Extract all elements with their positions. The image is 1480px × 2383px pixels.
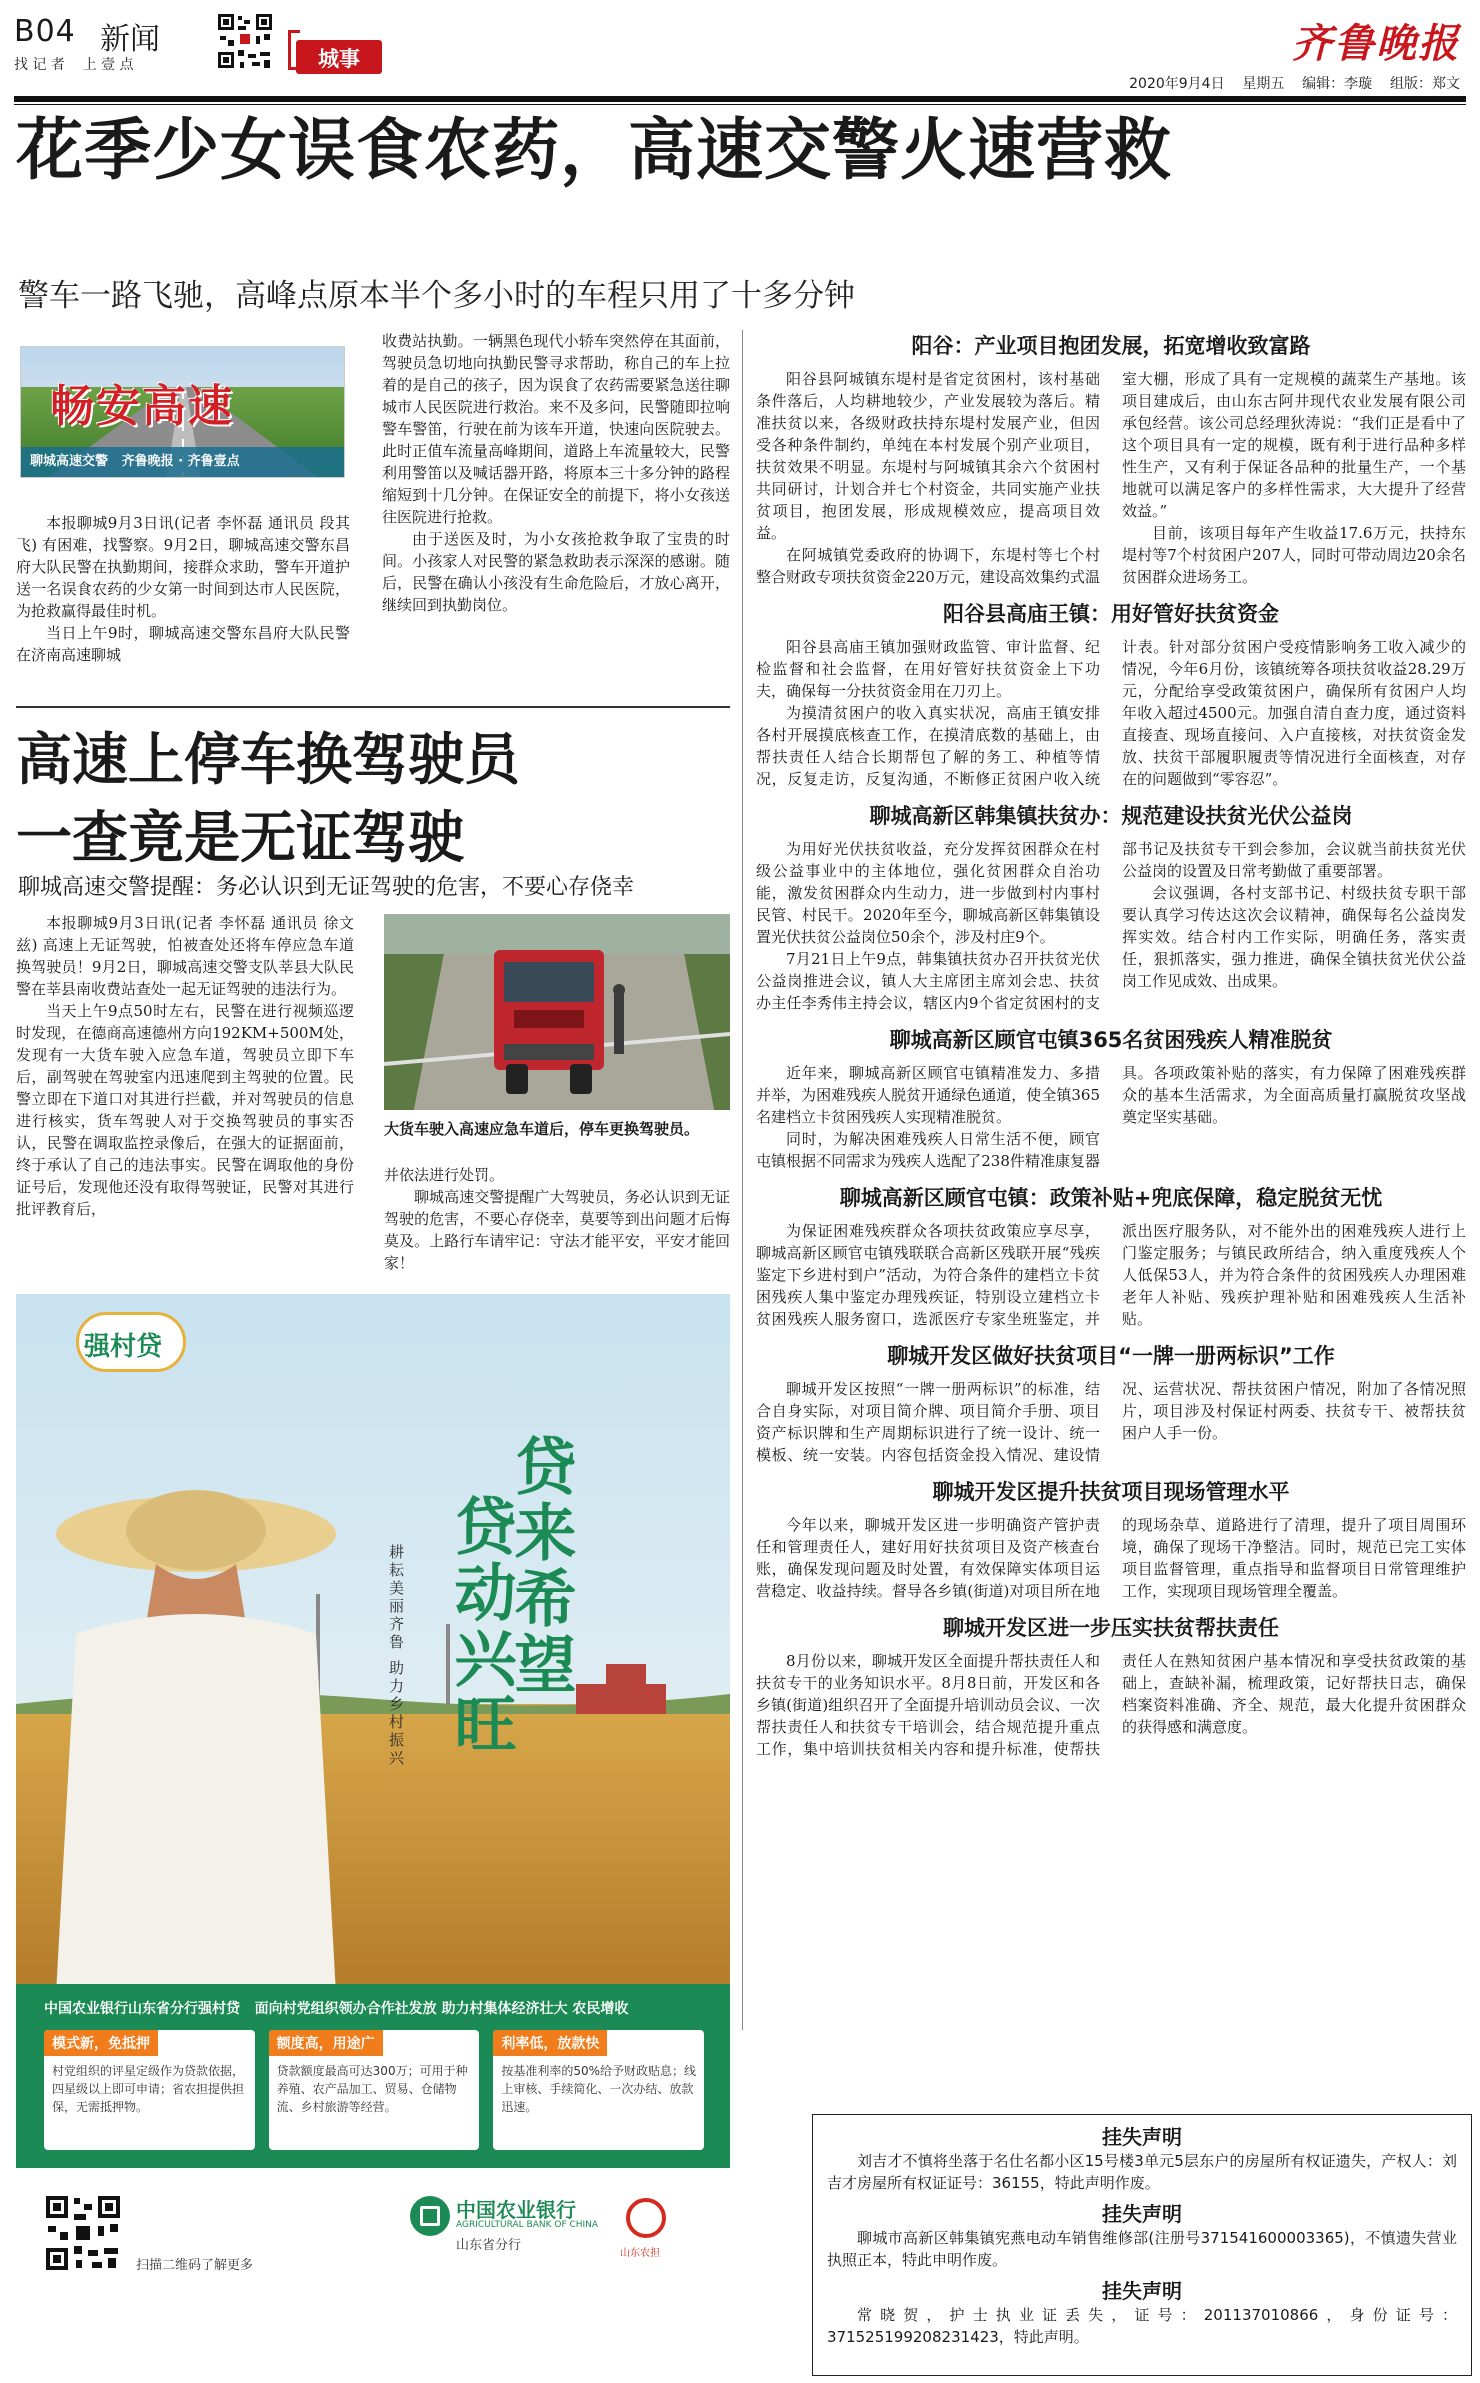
ad-qr-code[interactable] [44, 2194, 122, 2272]
right-section [756, 598, 1466, 790]
notice-title: 挂失声明 [1102, 2202, 1182, 2226]
ad-panel[interactable] [16, 1294, 730, 2366]
right-section-para: 目前，该项目每年产生收益17.6万元，扶持东堤村等7个村贫困户207人，同时可带动周边20余名贫困群众进场务工。 [1122, 524, 1466, 586]
right-section-title: 聊城开发区进一步压实扶贫帮扶责任 [943, 1616, 1279, 1640]
right-section-para: 今年以来，聊城开发区进一步明确资产管护责任和管理责任人，建好用好扶贫项目及资产核查台账，确保发现问题及时处置，有效保障实体项目运营稳定、收益持续。督导各乡镇(街道)对项目所在地的现场杂草、道路进行了清理，提升了项目周围环境，确保了现场干净整洁。同时，规范已完工实体项目监督管理，重点指导和监督项目日常管理维护工作，实现项目现场管理全覆盖。 [756, 1516, 1466, 1600]
right-section-body [756, 368, 1466, 588]
story1-para: 由于送医及时，为小女孩抢救争取了宝贵的时间。小孩家人对民警的紧急救助表示深深的感谢。随后，民警在确认小孩没有生命危险后，才放心离开，继续回到执勤岗位。 [382, 530, 730, 614]
right-section-body [756, 636, 1466, 790]
story2-para: 聊城高速交警提醒广大驾驶员，务必认识到无证驾驶的危害，不要心存侥幸，莫要等到出问题才后悔莫及。上路行车请牢记：守法才能平安，平安才能回家！ [384, 1188, 730, 1272]
notice [827, 2121, 1457, 2194]
ad-feature-title: 利率低，放款快 [493, 2030, 607, 2056]
ad-bank-name-en: AGRICULTURAL BANK OF CHINA [456, 2220, 599, 2230]
right-section-para: 近年来，聊城高新区顾官屯镇精准发力、多措并举，为困难残疾人脱贫开通绿色通道，使全镇365名建档立卡贫困残疾人实现精准脱贫。 [756, 1064, 1100, 1126]
masthead-qr-code[interactable] [216, 12, 274, 70]
story1-para: 当日上午9时，聊城高速交警东昌府大队民警在济南高速聊城 [16, 624, 350, 664]
qr-code-icon [44, 2194, 122, 2272]
story1-logo-title: 畅安高速 [50, 381, 234, 432]
section-name: 新闻 [100, 22, 160, 57]
right-section-body [756, 1062, 1466, 1172]
right-section [756, 1182, 1466, 1330]
ad-vertical-text: 耕耘美丽齐鲁 助力乡村振兴 [387, 1544, 405, 1768]
notice-text: 刘吉才不慎将坐落于名仕名都小区15号楼3单元5层东户的房屋所有权证遗失，产权人：刘吉才房屋所有权证证号：36155，特此声明作废。 [827, 2152, 1457, 2192]
ad-feature-card [493, 2030, 704, 2150]
right-section [756, 1612, 1466, 1760]
ad-brand: 强村贷 [84, 1332, 163, 1362]
story2-body-col1 [16, 912, 354, 1220]
right-section [756, 1024, 1466, 1172]
right-section-title: 阳谷：产业项目抱团发展，拓宽增收致富路 [911, 334, 1311, 358]
ad-qr-caption: 扫描二维码了解更多 [136, 2258, 254, 2273]
story2-headline-line1: 高速上停车换驾驶员 [16, 728, 520, 793]
story1-body-col1 [16, 512, 350, 666]
ad-bank-branch: 山东省分行 [456, 2238, 522, 2253]
right-section-title: 阳谷县高庙王镇：用好管好扶贫资金 [943, 602, 1279, 626]
story2-body-col2 [384, 1164, 730, 1274]
ad-feature-card [44, 2030, 255, 2150]
right-section-para: 会议强调，各村支部书记、村级扶贫专职干部要认真学习传达这次会议精神，确保每名公益岗发挥实效。结合村内工作实际，明确任务，落实责任，狠抓落实，强力推进，确保全镇扶贫光伏公益岗工作见成效、出成果。 [1122, 884, 1466, 990]
right-column [756, 330, 1466, 1770]
story1-headline: 花季少女误食农药，高速交警火速营救 [16, 111, 1172, 189]
notice [827, 2198, 1457, 2271]
story2-photo-caption: 大货车驶入高速应急车道后，停车更换驾驶员。 [384, 1120, 700, 1138]
page-number: B04 [14, 14, 76, 49]
right-section [756, 330, 1466, 588]
story1-body-col2 [382, 330, 730, 616]
ad-feature-text: 按基准利率的50%给予财政贴息；线上审核、手续简化、一次办结、放款迅速。 [501, 2064, 697, 2114]
right-section [756, 1476, 1466, 1602]
story1-para: 收费站执勤。一辆黑色现代小轿车突然停在其面前，驾驶员急切地向执勤民警寻求帮助，称自己的车上拉着的是自己的孩子，因为误食了农药需要紧急送往聊城市人民医院进行救治。来不及多问，民警随即拉响警车警笛，行驶在前为该车开道，快速向医院驶去。此时正值车流量高峰期间，道路上车流量较大，民警利用警笛以及喊话器开路，将原本三十多分钟的路程缩短到十几分钟。在保证安全的前提下，将小女孩送往医院进行抢救。 [382, 332, 730, 526]
right-section-para: 为保证困难残疾群众各项扶贫政策应享尽享，聊城高新区顾官屯镇残联联合高新区残联开展“残疾鉴定下乡进村到户”活动，为符合条件的建档立卡贫困残疾人集中鉴定办理残疾证，特别设立建档立卡贫困残疾人服务窗口，选派医疗专家坐班鉴定，并派出医疗服务队，对不能外出的困难残疾人进行上门鉴定服务；与镇民政所结合，纳入重度残疾人个人低保53人，并为符合条件的贫困残疾人办理困难老年人补贴、残疾护理补贴和困难残疾人生活补贴。 [756, 1222, 1466, 1328]
ad-bank-name: 中国农业银行 [456, 2198, 576, 2222]
reporter-line: 找 记 者 上 壹 点 [14, 57, 134, 73]
notice [827, 2275, 1457, 2348]
right-section-body [756, 1220, 1466, 1330]
newspaper-name: 齐鲁晚报 [1292, 20, 1460, 67]
ad-feature-text: 贷款额度最高可达300万；可用于种养殖、农产品加工、贸易、仓储物流、乡村旅游等经营。 [276, 2064, 468, 2114]
notice-title: 挂失声明 [1102, 2125, 1182, 2149]
ad-slogan-col1: 贷来希望 [504, 1434, 577, 1698]
partner-logo-icon [626, 2198, 666, 2238]
notice-title: 挂失声明 [1102, 2279, 1182, 2303]
right-section-para: 为用好光伏扶贫收益，充分发挥贫困群众在村级公益事业中的主体地位，强化贫困群众自治功能，激发贫困群众内生动力，进一步做到村内事村民管、村民干。2020年至今，聊城高新区韩集镇设置光伏扶贫公益岗位50余个，涉及村庄9个。 [756, 840, 1100, 946]
abc-logo-inner [420, 2206, 440, 2226]
ad-feature-text: 村党组织的评星定级作为贷款依据，四星级以上即可申请；省农担提供担保，无需抵押物。 [52, 2064, 245, 2114]
right-section [756, 800, 1466, 1014]
ad-info-panel [16, 1984, 730, 2366]
right-section-para: 8月份以来，聊城开发区全面提升帮扶责任人和扶贫专干的业务知识水平。8月8日前，开发区和各乡镇(街道)组织召开了全面提升培训动员会议、一次帮扶责任人和扶贫专干培训会，结合规范提升重点工作，集中培训扶贫相关内容和提升标准，使帮扶责任人在熟知贫困户基本情况和享受扶贫政策的基础上，查缺补漏，梳理政策，记好帮扶日志，确保档案资料准确、齐全、规范，最大化提升贫困群众的获得感和满意度。 [756, 1652, 1466, 1758]
ad-feature-title: 额度高，用途广 [269, 2030, 383, 2056]
right-section-title: 聊城高新区顾官屯镇365名贫困残疾人精准脱贫 [889, 1028, 1333, 1052]
right-section-para: 阳谷县阿城镇东堤村是省定贫困村，该村基础条件落后，人均耕地较少，产业发展较为落后。精准扶贫以来，各级财政扶持东堤村发展产业，但因受各种条件制约，单纯在本村发展个别产业项目，扶贫效果不明显。东堤村与阿城镇其余六个贫困村共同研讨，计划合并七个村资金，共同实施产业扶贫项目，抱团发展，形成规模效应，提高项目效益。 [756, 370, 1100, 542]
right-section-para: 阳谷县高庙王镇加强财政监管、审计监督、纪检监督和社会监督，在用好管好扶贫资金上下功夫，确保每一分扶贫资金用在刀刃上。 [756, 638, 1100, 700]
story2-photo [384, 914, 730, 1110]
notice-text: 常晓贺，护士执业证丢失，证号：201137010866，身份证号：371525199208231423，特此声明。 [827, 2306, 1457, 2346]
right-section-body [756, 1378, 1466, 1466]
truck-photo-icon [384, 914, 730, 1110]
story2-para: 并依法进行处罚。 [384, 1166, 505, 1184]
section-tag-label: 城事 [318, 47, 360, 71]
story1-logo-line: 聊城高速交警 齐鲁晚报 · 齐鲁壹点 [30, 454, 240, 469]
right-section-para: 为摸清贫困户的收入真实状况，高庙王镇安排各村开展摸底核查工作，在摸清底数的基础上，由帮扶责任人结合长期帮包了解的务工、种植等情况，反复走访，反复沟通，不断修正贫困户收入统计表。针对部分贫困户受疫情影响务工收入减少的情况，今年6月份，该镇统筹各项扶贫收益28.29万元，分配给享受政策贫困户，确保所有贫困户人均年收入超过4500元。加强自清自查力度，通过资料直接查、现场直接问、入户直接核，对扶贫资金发放、扶贫干部履职履责等情况进行全面核查，对存在的问题做到“零容忍”。 [756, 638, 1466, 788]
right-section-title: 聊城开发区做好扶贫项目“一牌一册两标识”工作 [887, 1344, 1335, 1368]
wheat-field-photo-icon [16, 1294, 730, 1994]
story1-divider [16, 706, 730, 708]
column-divider [742, 330, 743, 2030]
story2-headline-line2: 一查竟是无证驾驶 [16, 806, 464, 871]
notice-text: 聊城市高新区韩集镇宪燕电动车销售维修部(注册号371541600003365)，不慎遗失营业执照正本，特此申明作废。 [827, 2229, 1457, 2269]
masthead-rule [14, 96, 1466, 102]
masthead-rule-thin [14, 104, 1466, 105]
story1-para: 本报聊城9月3日讯(记者 李怀磊 通讯员 段其飞) 有困难，找警察。9月2日，聊城高速交警东昌府大队民警在执勤期间，接群众求助，警车开道护送一名误食农药的少女第一时间到达市人民医院，为抢救赢得最佳时机。 [16, 514, 350, 620]
qr-code-icon [216, 12, 274, 70]
right-section-title: 聊城高新区顾官屯镇：政策补贴+兜底保障，稳定脱贫无忧 [839, 1186, 1383, 1210]
right-section-title: 聊城开发区提升扶贫项目现场管理水平 [932, 1480, 1290, 1504]
date-line: 2020年9月4日 星期五 编辑：李璇 组版：郑文 [1129, 76, 1460, 92]
story2-subhead: 聊城高速交警提醒：务必认识到无证驾驶的危害，不要心存侥幸 [18, 875, 635, 900]
story2-para: 本报聊城9月3日讯(记者 李怀磊 通讯员 徐文兹) 高速上无证驾驶，怕被查处还将车停应急车道换驾驶员！9月2日，聊城高速交警支队莘县大队民警在莘县南收费站查处一起无证驾驶的违法行为。 [16, 914, 354, 998]
story1-subhead: 警车一路飞驰，高峰点原本半个多小时的车程只用了十多分钟 [18, 278, 855, 314]
notices-box [812, 2114, 1472, 2376]
ad-feature-card [269, 2030, 480, 2150]
ad-footer [16, 2168, 730, 2366]
right-section-body [756, 1514, 1466, 1602]
right-section-para: 聊城开发区按照“一牌一册两标识”的标准，结合自身实际，对项目简介牌、项目简介手册、项目资产标识牌和生产周期标识进行了统一设计、统一模板、统一安装。内容包括资金投入情况、建设情况、运营状况、帮扶贫困户情况，附加了各情况照片，项目涉及村保证村两委、扶贫专干、被帮扶贫困户人手一份。 [756, 1380, 1466, 1464]
right-section-title: 聊城高新区韩集镇扶贫办：规范建设扶贫光伏公益岗 [869, 804, 1353, 828]
right-section-body [756, 1650, 1466, 1760]
right-section-body [756, 838, 1466, 1014]
ad-slogan-col2: 贷动兴旺 [444, 1494, 517, 1758]
ad-partner: 山东农担 [620, 2248, 660, 2259]
story2-para: 当天上午9点50时左右，民警在进行视频巡逻时发现，在德商高速德州方向192KM+500M处，发现有一大货车驶入应急车道，驾驶员立即下车后，副驾驶在驾驶室内迅速爬到主驾驶的位置。民警立即在下道口对其进行拦截，并对驾驶员的信息进行核实，货车驾驶人对于交换驾驶员的事实否认，民警在调取监控录像后，在强大的证据面前，终于承认了自己的违法事实。民警在调取他的身份证号后，发现他还没有取得驾驶证，民警对其进行批评教育后， [16, 1002, 354, 1218]
right-section [756, 1340, 1466, 1466]
right-section-para: 同时，为解决困难残疾人日常生活不便，顾官屯镇根据不同需求为残疾人选配了238件精准康复器具。各项政策补贴的落实，有力保障了困难残疾群众的基本生活需求，为全面高质量打赢脱贫攻坚战奠定坚实基础。 [756, 1064, 1466, 1170]
right-section-para: 7月21日上午9点，韩集镇扶贫办召开扶贫光伏公益岗推进会议，镇人大主席团主席刘会忠、扶贫办主任李秀伟主持会议，辖区内9个省定贫困村的支部书记及扶贫专干到会参加，会议就当前扶贫光伏公益岗的设置及日常考勤做了重要部署。 [756, 840, 1466, 1012]
ad-feature-title: 模式新，免抵押 [44, 2030, 158, 2056]
ad-features [44, 2030, 704, 2150]
right-section-para: 在阿城镇党委政府的协调下，东堤村等七个村整合财政专项扶贫资金220万元，建设高效集约式温室大棚，形成了具有一定规模的蔬菜生产基地。该项目建成后，由山东古阿井现代农业发展有限公司承包经营。该公司总经理狄涛说：“我们正是看中了这个项目具有一定的规模，既有利于进行品种多样性生产，又有利于保证各品种的批量生产，一个基地就可以满足客户的多样性需求，大大提升了经营效益。” [756, 370, 1466, 586]
ad-banner-line: 中国农业银行山东省分行强村贷 面向村党组织领办合作社发放 助力村集体经济壮大 农民增收 [44, 2001, 629, 2017]
